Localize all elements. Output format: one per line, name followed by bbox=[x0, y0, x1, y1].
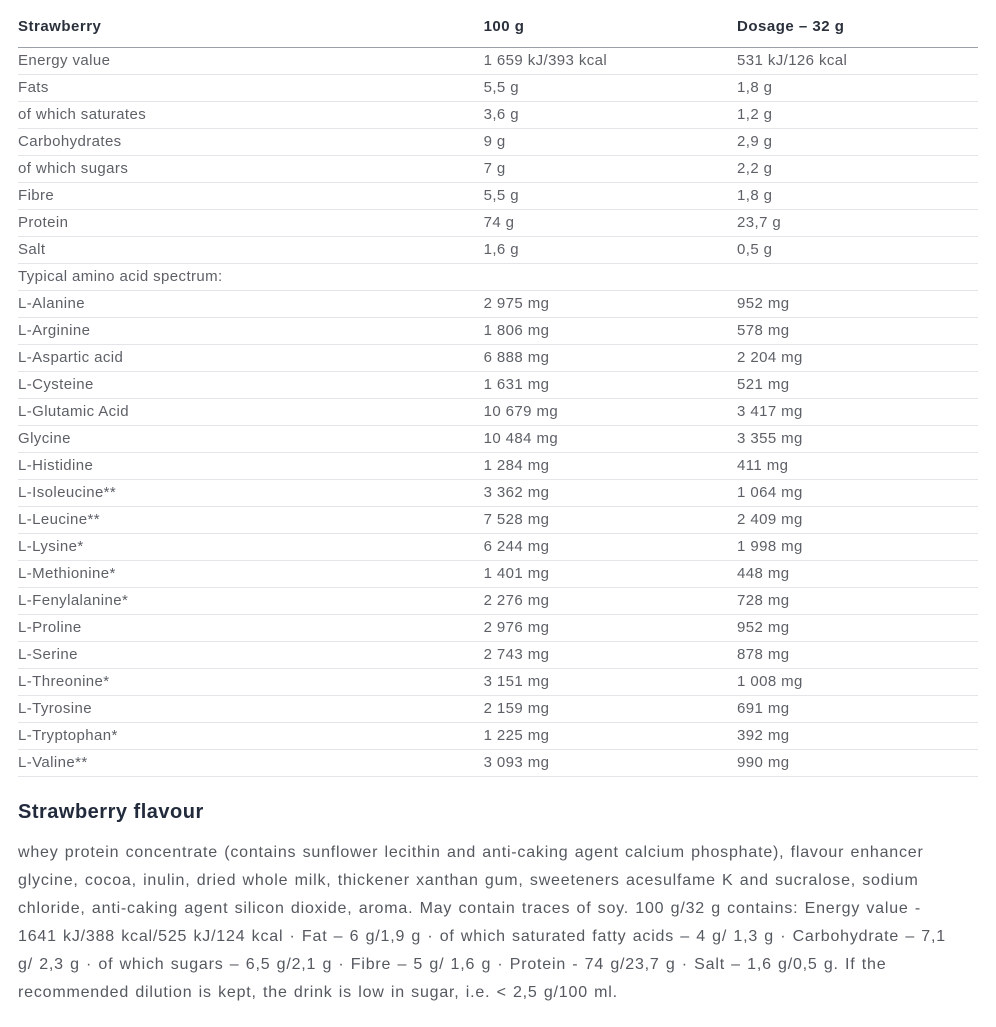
table-row bbox=[18, 453, 978, 480]
row-label: L-Glutamic Acid bbox=[18, 399, 484, 426]
table-row bbox=[18, 291, 978, 318]
row-value-dosage: 448 mg bbox=[737, 561, 978, 588]
row-label: L-Histidine bbox=[18, 453, 484, 480]
per-100g-column-header: 100 g bbox=[484, 10, 737, 48]
ingredients-paragraph: whey protein concentrate (contains sunflower lecithin and anti-caking agent calcium phosphate), flavour enhancer glycine, cocoa, inulin, dried whole milk, thickener xanthan gum, sweeteners acesulfame K and sucralose, sodium chloride, anti-caking agent silicon dioxide, aroma. May contain traces of soy. 100 g/32 g contains: Energy value - 1641 kJ/388 kcal/525 kJ/124 kcal · Fat – 6 g/1,9 g · of which saturated fatty acids – 4 g/ 1,3 g · Carbohydrate – 7,1 g/ 2,3 g · of which sugars – 6,5 g/2,1 g · Fibre – 5 g/ 1,6 g · Protein - 74 g/23,7 g · Salt – 1,6 g/0,5 g. If the recommended dilution is kept, the drink is low in sugar, i.e. < 2,5 g/100 ml. bbox=[18, 844, 946, 1001]
row-value-100g: 6 244 mg bbox=[484, 534, 737, 561]
section-row-label: Typical amino acid spectrum: bbox=[18, 264, 978, 291]
row-label: Energy value bbox=[18, 48, 484, 75]
row-value-100g: 1 659 kJ/393 kcal bbox=[484, 48, 737, 75]
dosage-column-header: Dosage – 32 g bbox=[737, 10, 978, 48]
row-value-100g: 3 362 mg bbox=[484, 480, 737, 507]
row-value-100g: 2 743 mg bbox=[484, 642, 737, 669]
row-value-100g: 1 284 mg bbox=[484, 453, 737, 480]
row-label: L-Alanine bbox=[18, 291, 484, 318]
row-value-100g: 7 g bbox=[484, 156, 737, 183]
row-value-100g: 3 151 mg bbox=[484, 669, 737, 696]
row-value-dosage: 878 mg bbox=[737, 642, 978, 669]
row-value-dosage: 392 mg bbox=[737, 723, 978, 750]
table-row bbox=[18, 75, 978, 102]
row-value-100g: 5,5 g bbox=[484, 75, 737, 102]
row-value-dosage: 990 mg bbox=[737, 750, 978, 777]
table-header-row bbox=[18, 10, 978, 48]
row-value-100g: 1 225 mg bbox=[484, 723, 737, 750]
table-row bbox=[18, 345, 978, 372]
table-row bbox=[18, 102, 978, 129]
nutrition-rows bbox=[18, 48, 978, 777]
table-row bbox=[18, 750, 978, 777]
table-row bbox=[18, 183, 978, 210]
table-row bbox=[18, 723, 978, 750]
row-value-100g: 1 401 mg bbox=[484, 561, 737, 588]
flavour-column-header: Strawberry bbox=[18, 10, 484, 48]
row-label: Glycine bbox=[18, 426, 484, 453]
table-row bbox=[18, 534, 978, 561]
row-label: of which saturates bbox=[18, 102, 484, 129]
table-row bbox=[18, 237, 978, 264]
row-label: Fibre bbox=[18, 183, 484, 210]
row-label: L-Fenylalanine* bbox=[18, 588, 484, 615]
row-value-100g: 6 888 mg bbox=[484, 345, 737, 372]
row-value-dosage: 2,2 g bbox=[737, 156, 978, 183]
table-row bbox=[18, 696, 978, 723]
row-value-100g: 2 976 mg bbox=[484, 615, 737, 642]
row-value-dosage: 23,7 g bbox=[737, 210, 978, 237]
row-label: L-Threonine* bbox=[18, 669, 484, 696]
table-row bbox=[18, 588, 978, 615]
table-row bbox=[18, 129, 978, 156]
flavour-heading: Strawberry flavour bbox=[18, 801, 204, 823]
row-value-100g: 3 093 mg bbox=[484, 750, 737, 777]
row-value-100g: 5,5 g bbox=[484, 183, 737, 210]
row-value-dosage: 728 mg bbox=[737, 588, 978, 615]
row-label: L-Leucine** bbox=[18, 507, 484, 534]
row-value-100g: 7 528 mg bbox=[484, 507, 737, 534]
row-value-100g: 1 631 mg bbox=[484, 372, 737, 399]
row-value-100g: 2 159 mg bbox=[484, 696, 737, 723]
row-label: L-Arginine bbox=[18, 318, 484, 345]
row-value-dosage: 3 417 mg bbox=[737, 399, 978, 426]
row-value-100g: 2 276 mg bbox=[484, 588, 737, 615]
table-row bbox=[18, 642, 978, 669]
table-row bbox=[18, 561, 978, 588]
row-value-dosage: 1 064 mg bbox=[737, 480, 978, 507]
row-value-dosage: 1 008 mg bbox=[737, 669, 978, 696]
table-row bbox=[18, 615, 978, 642]
row-label: L-Serine bbox=[18, 642, 484, 669]
table-row bbox=[18, 156, 978, 183]
row-value-dosage: 531 kJ/126 kcal bbox=[737, 48, 978, 75]
row-value-100g: 10 679 mg bbox=[484, 399, 737, 426]
row-label: L-Aspartic acid bbox=[18, 345, 484, 372]
table-row bbox=[18, 480, 978, 507]
row-value-100g: 10 484 mg bbox=[484, 426, 737, 453]
nutrition-table bbox=[18, 10, 978, 777]
row-label: Fats bbox=[18, 75, 484, 102]
table-row bbox=[18, 48, 978, 75]
row-value-dosage: 2 409 mg bbox=[737, 507, 978, 534]
row-label: L-Tryptophan* bbox=[18, 723, 484, 750]
table-row bbox=[18, 210, 978, 237]
row-label: L-Proline bbox=[18, 615, 484, 642]
table-row bbox=[18, 426, 978, 453]
row-label: L-Cysteine bbox=[18, 372, 484, 399]
row-value-dosage: 1,2 g bbox=[737, 102, 978, 129]
row-value-100g: 3,6 g bbox=[484, 102, 737, 129]
row-label: L-Isoleucine** bbox=[18, 480, 484, 507]
row-value-dosage: 952 mg bbox=[737, 615, 978, 642]
row-label: L-Valine** bbox=[18, 750, 484, 777]
row-value-dosage: 411 mg bbox=[737, 453, 978, 480]
row-value-100g: 1,6 g bbox=[484, 237, 737, 264]
row-value-100g: 2 975 mg bbox=[484, 291, 737, 318]
row-value-dosage: 1 998 mg bbox=[737, 534, 978, 561]
row-label: L-Tyrosine bbox=[18, 696, 484, 723]
row-label: Carbohydrates bbox=[18, 129, 484, 156]
row-label: Protein bbox=[18, 210, 484, 237]
row-value-dosage: 1,8 g bbox=[737, 75, 978, 102]
table-row bbox=[18, 264, 978, 291]
table-row bbox=[18, 318, 978, 345]
row-value-100g: 1 806 mg bbox=[484, 318, 737, 345]
row-value-dosage: 578 mg bbox=[737, 318, 978, 345]
row-value-dosage: 2 204 mg bbox=[737, 345, 978, 372]
row-label: L-Lysine* bbox=[18, 534, 484, 561]
row-value-dosage: 1,8 g bbox=[737, 183, 978, 210]
row-label: of which sugars bbox=[18, 156, 484, 183]
table-row bbox=[18, 372, 978, 399]
row-label: Salt bbox=[18, 237, 484, 264]
row-value-dosage: 2,9 g bbox=[737, 129, 978, 156]
row-label: L-Methionine* bbox=[18, 561, 484, 588]
table-row bbox=[18, 507, 978, 534]
row-value-dosage: 0,5 g bbox=[737, 237, 978, 264]
table-row bbox=[18, 669, 978, 696]
row-value-100g: 9 g bbox=[484, 129, 737, 156]
row-value-100g: 74 g bbox=[484, 210, 737, 237]
row-value-dosage: 691 mg bbox=[737, 696, 978, 723]
row-value-dosage: 3 355 mg bbox=[737, 426, 978, 453]
row-value-dosage: 952 mg bbox=[737, 291, 978, 318]
table-row bbox=[18, 399, 978, 426]
row-value-dosage: 521 mg bbox=[737, 372, 978, 399]
